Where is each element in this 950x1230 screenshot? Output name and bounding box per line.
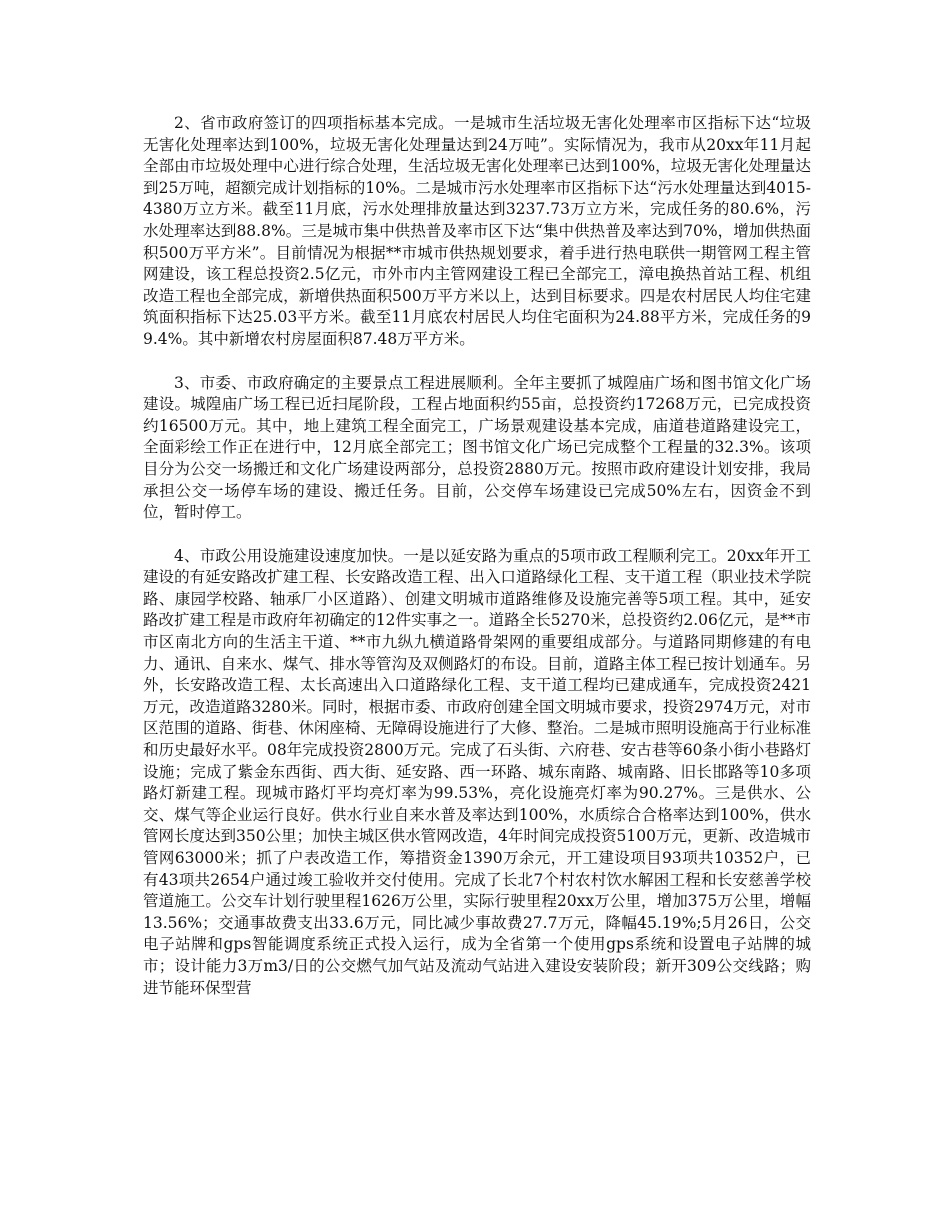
- paragraph-item-3-landmark-projects: 3、市委、市政府确定的主要景点工程进展顺利。全年主要抓了城隍庙广场和图书馆文化广场建设。城隍庙广场工程已近扫尾阶段，工程占地面积约55亩，总投资约17268万元，已完成投资约16500万元。其中，地上建筑工程全面完工，广场景观建设基本完成，庙道巷道路建设完工，全面彩绘工作正在进行中，12月底全部完工；图书馆文化广场已完成整个工程量的32.3%。该项目分为公交一场搬迁和文化广场建设两部分，总投资2880万元。按照市政府建设计划安排，我局承担公交一场停车场的建设、搬迁任务。目前，公交停车场建设已完成50%左右，因资金不到位，暂时停工。: [143, 373, 811, 522]
- paragraph-item-4-public-facilities: 4、市政公用设施建设速度加快。一是以延安路为重点的5项市政工程顺利完工。20xx年开工建设的有延安路改扩建工程、长安路改造工程、出入口道路绿化工程、支干道工程（职业技术学院路、康园学校路、轴承厂小区道路）、创建文明城市道路维修及设施完善等5项工程。其中，延安路改扩建工程是市政府年初确定的12件实事之一。道路全长5270米，总投资约2.06亿元，是**市市区南北方向的生活主干道、**市九纵九横道路骨架网的重要组成部分。与道路同期修建的有电力、通讯、自来水、煤气、排水等管沟及双侧路灯的布设。目前，道路主体工程已按计划通车。另外，长安路改造工程、太长高速出入口道路绿化工程、支干道工程均已建成通车，完成投资2421万元，改造道路3280米。同时，根据市委、市政府创建全国文明城市要求，投资2974万元，对市区范围的道路、街巷、休闲座椅、无障碍设施进行了大修、整治。二是城市照明设施高于行业标准和历史最好水平。08年完成投资2800万元。完成了石头街、六府巷、安古巷等60条小街小巷路灯设施；完成了紫金东西街、西大街、延安路、西一环路、城东南路、城南路、旧长邯路等10多项路灯新建工程。现城市路灯平均亮灯率为99.53%，亮化设施亮灯率为90.27%。三是供水、公交、煤气等企业运行良好。供水行业自来水普及率达到100%，水质综合合格率达到100%，供水管网长度达到350公里；加快主城区供水管网改造，4年时间完成投资5100万元，更新、改造城市管网63000米；抓了户表改造工作，筹措资金1390万余元，开工建设项目93项共10352户，已有43项共2654户通过竣工验收并交付使用。完成了长北7个村农村饮水解困工程和长安慈善学校管道施工。公交车计划行驶里程1626万公里，实际行驶里程20xx万公里，增加375万公里，增幅13.56%；交通事故费支出33.6万元，同比减少事故费27.7万元，降幅45.19%;5月26日，公交电子站牌和gps智能调度系统正式投入运行，成为全省第一个使用gps系统和设置电子站牌的城市；设计能力3万m3/日的公交燃气加气站及流动气站进入建设安装阶段；新开309公交线路；购进节能环保型营: [143, 546, 811, 997]
- paragraph-item-2-targets: 2、省市政府签订的四项指标基本完成。一是城市生活垃圾无害化处理率市区指标下达“垃圾无害化处理率达到100%，垃圾无害化处理量达到24万吨”。实际情况为，我市从20xx年11月起全部由市垃圾处理中心进行综合处理，生活垃圾无害化处理率已达到100%，垃圾无害化处理量达到25万吨，超额完成计划指标的10%。二是城市污水处理率市区指标下达“污水处理量达到4015-4380万立方米。截至11月底，污水处理排放量达到3237.73万立方米，完成任务的80.6%，污水处理率达到88.8%。三是城市集中供热普及率市区下达“集中供热普及率达到70%，增加供热面积500万平方米”。目前情况为根据**市城市供热规划要求，着手进行热电联供一期管网工程主管网建设，该工程总投资2.5亿元，市外市内主管网建设工程已全部完工，漳电换热首站工程、机组改造工程也全部完成，新增供热面积500万平方米以上，达到目标要求。四是农村居民人均住宅建筑面积指标下达25.03平方米。截至11月底农村居民人均住宅面积为24.88平方米，完成任务的99.4%。其中新增农村房屋面积87.48万平方米。: [143, 114, 811, 348]
- document-body: [143, 113, 811, 999]
